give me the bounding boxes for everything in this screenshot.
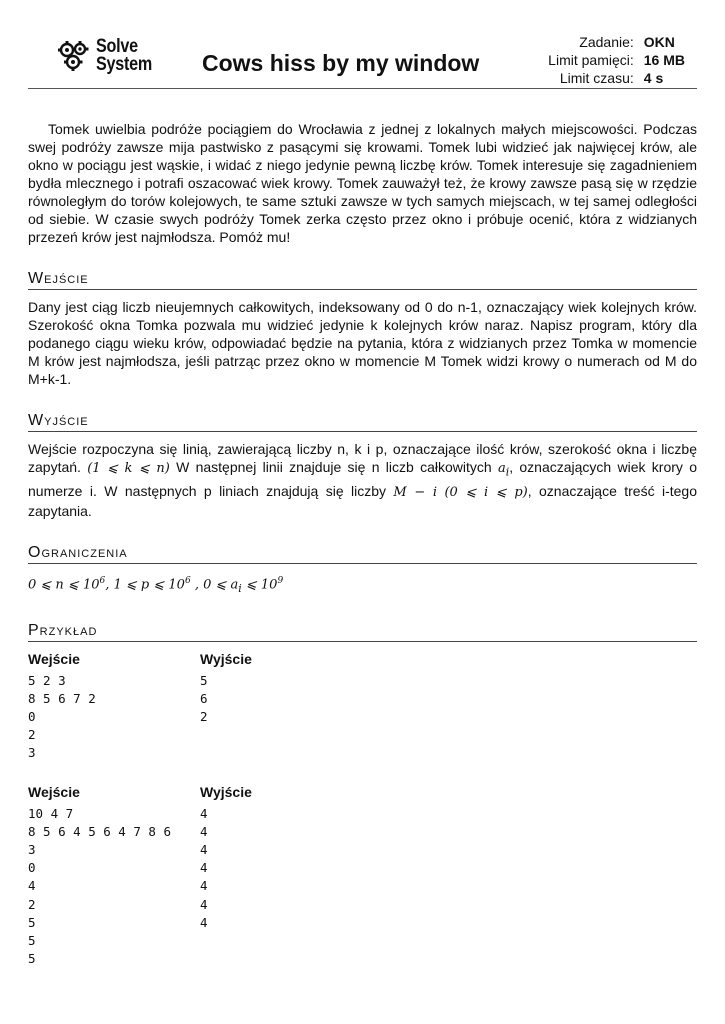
problem-statement: [28, 120, 697, 968]
constraints-formula: [28, 572, 697, 598]
example-line: 0: [28, 860, 36, 876]
example-line: 6: [200, 690, 208, 706]
example-line: 4: [200, 914, 208, 930]
constraint-a-exp: 9: [277, 575, 284, 586]
example-line: 10 4 7: [28, 805, 74, 821]
example-line: 2: [200, 708, 208, 724]
output-paragraph: [28, 440, 697, 520]
meta-key-time: Limit czasu:: [559, 70, 634, 86]
example-line: 5: [28, 914, 36, 930]
gears-icon: [56, 38, 92, 74]
example-line: 4: [200, 823, 208, 839]
example-case-2: [28, 783, 697, 969]
example-line: 4: [28, 878, 36, 894]
constraint-n: 0 ⩽ n ⩽ 10: [28, 576, 100, 592]
header-divider: [28, 88, 697, 89]
section-title-output: Wyjście: [28, 412, 697, 432]
output-text-c: , oznaczających wiek krory o numerze i. W następnych p liniach znajdują się liczby: [28, 459, 697, 499]
example-line: 4: [200, 860, 208, 876]
intro-paragraph: Tomek uwielbia podróże pociągiem do Wrocławia z jednej z lokalnych małych miejscowości. Podczas swej podróży zawsze mija pastwisko z pasącymi się krowami. Tomek lubi widzieć jak najwięcej krów, ale okno w pociągu jest wąskie, i widać z niego jedynie pewną liczbę krów. Tomek interesuje się zagadnieniem bydła mlecznego i potrafi oszacować wiek krowy. Tomek zauważył też, że krowy zawsze pasą się w rzędzie równoległym do torów kolejowych, te same sztuki zawsze w tych samych miejscach, w tej samej odległości od siebie. W czasie swych podróży Tomek zerka często przez okno i próbuje ocenić, która z widzianych przezeń krów jest najmłodsza. Pomóż mu!: [28, 121, 697, 245]
constraint-a-max: ⩽ 10: [241, 576, 278, 592]
output-text-a: Wejście rozpoczyna się linią, zawierającą liczby n, k i p, oznaczające ilość krów, szerokość okna i liczbę zapytań.: [28, 441, 697, 475]
section-title-input: Wejście: [28, 270, 697, 290]
meta-value-time: 4 s: [643, 70, 664, 86]
example-line: 4: [200, 878, 208, 894]
task-meta: [548, 33, 685, 87]
meta-value-memory: 16 MB: [643, 52, 685, 68]
math-a-base: a: [497, 461, 506, 476]
constraint-p-exp: 6: [184, 575, 191, 586]
meta-key-task: Zadanie:: [579, 34, 634, 50]
example-line: 5: [28, 932, 36, 948]
example-line: 2: [28, 727, 36, 743]
example-line: 4: [200, 841, 208, 857]
math-m-minus-i: M − i: [393, 484, 438, 500]
example-line: 5: [200, 672, 208, 688]
example-case-1: [28, 650, 697, 763]
example-line: 3: [28, 745, 36, 761]
task-title: Cows hiss by my window: [202, 50, 480, 76]
constraint-n-exp: 6: [99, 575, 106, 586]
logo-line1: Solve: [96, 36, 138, 57]
example-line: 8 5 6 4 5 6 4 7 8 6: [28, 823, 171, 839]
meta-key-memory: Limit pamięci:: [548, 52, 634, 68]
example-2-output-label: Wyjście: [200, 783, 252, 800]
example-line: 5 2 3: [28, 672, 66, 688]
output-text-d: , oznaczające treść i-tego zapytania.: [28, 482, 698, 519]
example-line: 5: [28, 951, 36, 967]
example-1-output: [200, 650, 372, 763]
example-1-output-lines: [200, 672, 372, 727]
example-1-input: [28, 650, 200, 763]
example-line: 3: [28, 841, 36, 857]
logo: [56, 38, 162, 74]
example-2-output: [200, 783, 372, 969]
input-paragraph: Dany jest ciąg liczb nieujemnych całkowitych, indeksowany od 0 do n-1, oznaczający wiek kolejnych krów. Szerokość okna Tomka pozwala mu widzieć jedynie k kolejnych krów naraz. Napisz program, który dla podanego ciągu wieku krów, odpowiadać będzie na pytania, która z widzianych przez Tomka w momencie M krów jest najmłodsza, jeśli patrząc przez okno w momencie M Tomek widzi krowy o numerach od M do M+k-1.: [28, 299, 697, 387]
constraint-a-sub: i: [238, 581, 242, 595]
math-a: [497, 461, 510, 479]
output-text-b: W następnej linii znajduje się n liczb całkowitych: [169, 459, 498, 475]
example-line: 8 5 6 7 2: [28, 690, 96, 706]
example-2-input-label: Wejście: [28, 783, 80, 800]
section-input: [28, 270, 697, 388]
example-2-output-lines: [200, 805, 372, 932]
example-line: 4: [200, 805, 208, 821]
section-example: [28, 622, 697, 969]
example-line: 4: [200, 896, 208, 912]
example-line: 2: [28, 896, 36, 912]
example-1-input-label: Wejście: [28, 650, 80, 667]
section-output: [28, 412, 697, 520]
example-2-input-lines: [28, 805, 200, 969]
example-1-output-label: Wyjście: [200, 650, 252, 667]
meta-value-task: OKN: [643, 34, 675, 50]
logo-text: [96, 38, 152, 74]
example-1-input-lines: [28, 672, 200, 763]
math-k-range: (1 ⩽ k ⩽ n): [87, 461, 170, 476]
section-constraints: [28, 544, 697, 598]
section-title-example: Przykład: [28, 622, 697, 642]
section-title-constraints: Ograniczenia: [28, 544, 697, 564]
example-line: 0: [28, 708, 36, 724]
example-2-input: [28, 783, 200, 969]
constraint-a: , 0 ⩽ a: [190, 576, 239, 592]
logo-line2: System: [96, 54, 152, 75]
constraint-p: , 1 ⩽ p ⩽ 10: [105, 576, 185, 592]
header: [28, 30, 697, 88]
math-a-sub: i: [505, 465, 510, 479]
math-i-range: (0 ⩽ i ⩽ p): [444, 484, 528, 500]
